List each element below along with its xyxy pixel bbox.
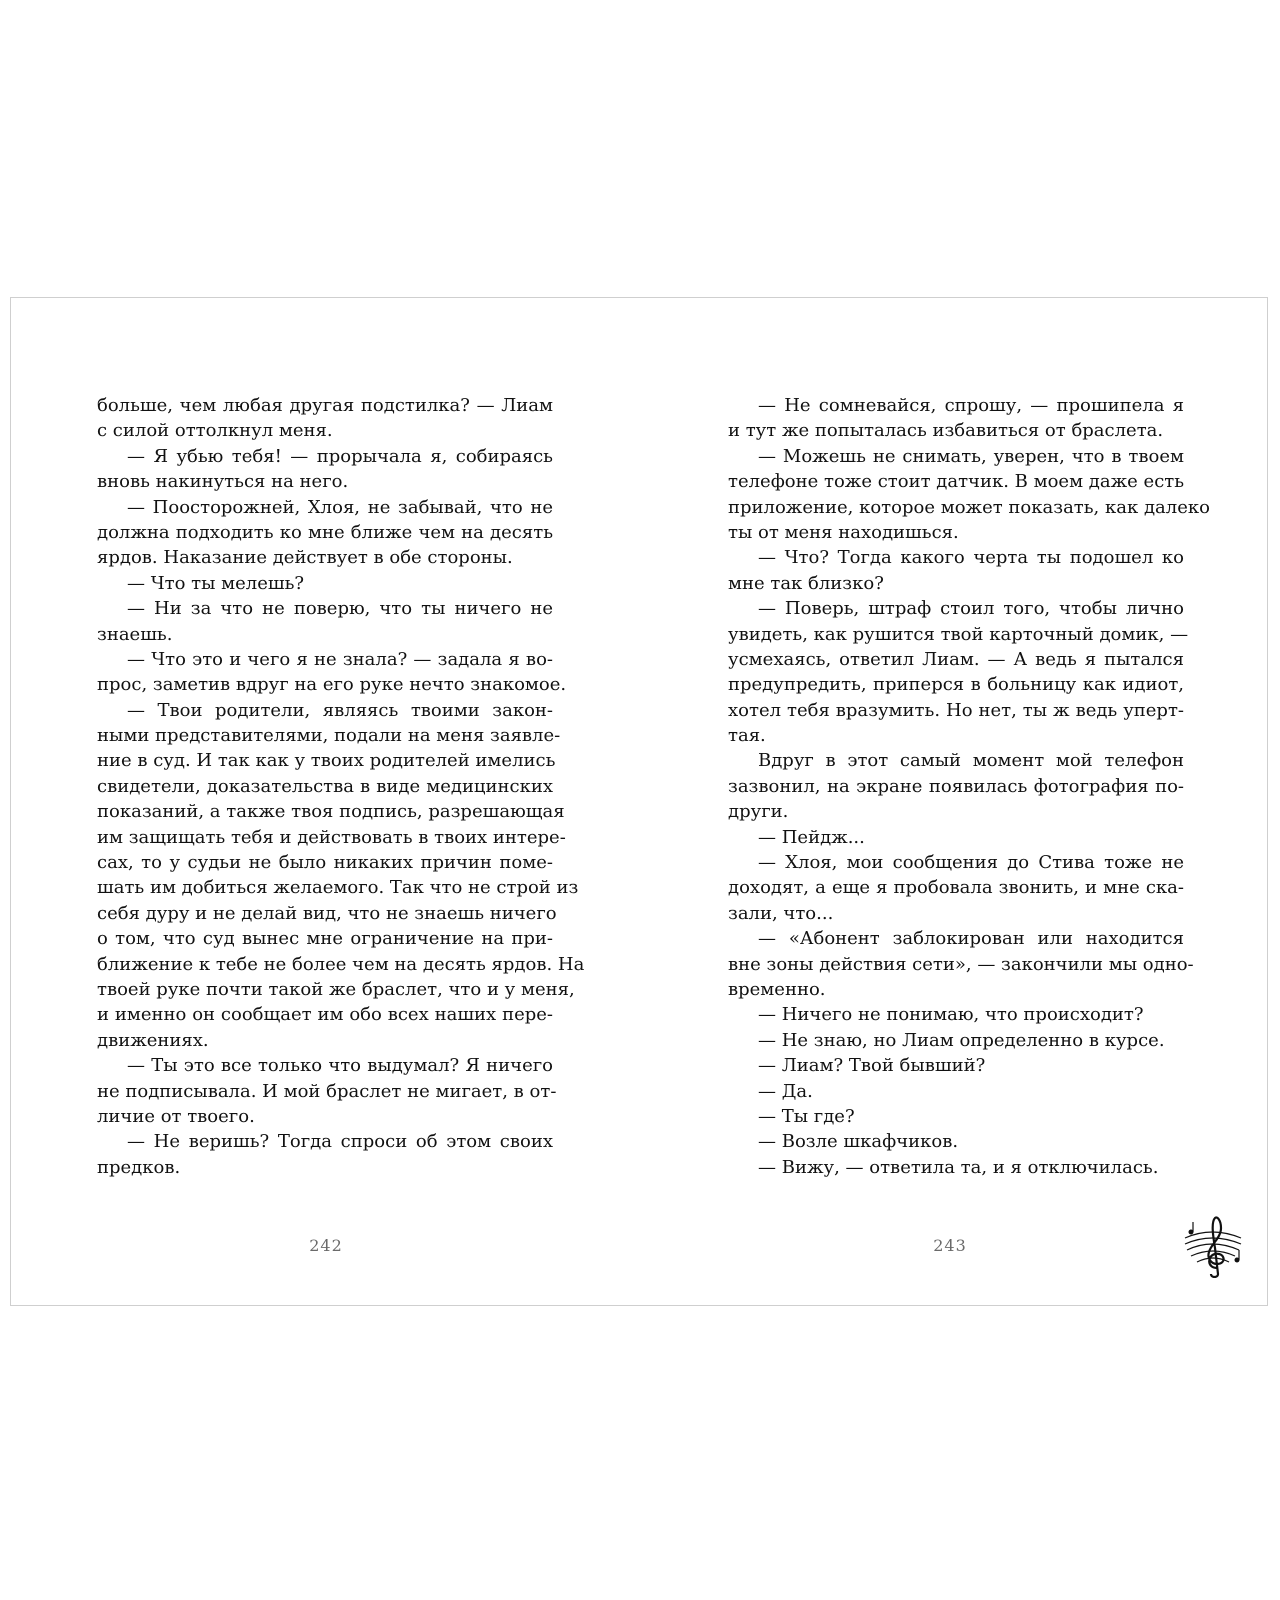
left-page-text	[97, 393, 585, 1180]
left-text-line: — Не веришь? Тогда спроси об этом своих	[127, 1131, 553, 1153]
treble-clef-icon	[1177, 1208, 1247, 1278]
left-text-line: шать им добиться желаемого. Так что не строй из	[97, 877, 579, 899]
left-text-line: личие от твоего.	[97, 1105, 255, 1127]
right-text-line: — Пейдж...	[758, 826, 865, 848]
left-text-line: движениях.	[97, 1029, 209, 1051]
left-text-line: сах, то у судьи не было никаких причин поме-	[97, 852, 553, 874]
right-page-number: 243	[933, 1236, 967, 1255]
right-text-line: и тут же попыталась избавиться от браслета.	[728, 420, 1164, 442]
left-text-line: прос, заметив вдруг на его руке нечто знакомое.	[97, 674, 567, 696]
left-page-number: 242	[309, 1236, 343, 1255]
right-text-line: — Можешь не снимать, уверен, что в твоем	[758, 445, 1184, 467]
right-text-line: усмехаясь, ответил Лиам. — А ведь я пытался	[728, 648, 1184, 670]
left-text-line: — Твои родители, являясь твоими закон-	[127, 699, 553, 721]
right-text-line: ты от меня находишься.	[728, 521, 959, 543]
left-text-line: — Что ты мелешь?	[127, 572, 305, 594]
right-text-line: Вдруг в этот самый момент мой телефон	[758, 750, 1184, 772]
left-text-line: и именно он сообщает им обо всех наших пере-	[97, 1004, 553, 1026]
right-page-text	[728, 393, 1210, 1180]
left-text-line: — Ты это все только что выдумал? Я ничего	[127, 1055, 553, 1077]
right-text-line: вне зоны действия сети», — закончили мы одно-	[728, 953, 1194, 975]
right-text-line: доходят, а еще я пробовала звонить, и мне ска-	[728, 877, 1184, 899]
left-text-line: ние в суд. И так как у твоих родителей имелись	[97, 750, 556, 772]
right-text-line: — Лиам? Твой бывший?	[758, 1055, 986, 1077]
left-text-line: ближение к тебе не более чем на десять ярдов. На	[97, 953, 585, 975]
right-text-line: — Поверь, штраф стоил того, чтобы лично	[758, 598, 1184, 620]
left-text-line: предков.	[97, 1156, 181, 1178]
right-text-line: временно.	[728, 978, 826, 1000]
right-page	[640, 298, 1269, 1305]
right-text-line: — Да.	[758, 1080, 813, 1102]
left-text-line: о том, что суд вынес мне ограничение на при-	[97, 928, 553, 950]
right-text-line: приложение, которое может показать, как далеко	[728, 496, 1210, 518]
left-text-line: вновь накинуться на него.	[97, 471, 349, 493]
right-text-line: увидеть, как рушится твой карточный домик, —	[728, 623, 1189, 645]
right-text-line: — «Абонент заблокирован или находится	[758, 928, 1184, 950]
left-text-line: себя дуру и не делай вид, что не знаешь ничего	[97, 902, 557, 924]
right-text-line: хотел тебя вразумить. Но нет, ты ж ведь уперт-	[728, 699, 1184, 721]
right-text-line: — Не знаю, но Лиам определенно в курсе.	[758, 1029, 1165, 1051]
left-text-line: свидетели, доказательства в виде медицинских	[97, 775, 553, 797]
right-text-line: — Ничего не понимаю, что происходит?	[758, 1004, 1144, 1026]
right-text-line: мне так близко?	[728, 572, 884, 594]
right-text-line: — Хлоя, мои сообщения до Стива тоже не	[758, 852, 1184, 874]
right-text-line: — Возле шкафчиков.	[758, 1131, 959, 1153]
right-text-line: — Ты где?	[758, 1105, 855, 1127]
right-text-line: — Вижу, — ответила та, и я отключилась.	[758, 1156, 1159, 1178]
right-text-line: други.	[728, 801, 789, 823]
left-text-line: — Что это и чего я не знала? — задала я во-	[127, 648, 553, 670]
left-text-line: знаешь.	[97, 623, 173, 645]
right-text-line: предупредить, приперся в больницу как идиот,	[728, 674, 1184, 696]
left-text-line: ными представителями, подали на меня заявле-	[97, 725, 561, 747]
left-text-line: с силой оттолкнул меня.	[97, 420, 333, 442]
right-text-line: тая.	[728, 725, 766, 747]
right-text-line: зазвонил, на экране появилась фотография по-	[728, 775, 1184, 797]
right-text-line: — Что? Тогда какого черта ты подошел ко	[758, 547, 1184, 569]
left-page	[11, 298, 640, 1305]
left-text-line: — Поосторожней, Хлоя, не забывай, что не	[127, 496, 553, 518]
left-text-line: твоей руке почти такой же браслет, что и у меня,	[97, 978, 575, 1000]
left-text-line: должна подходить ко мне ближе чем на десять	[97, 521, 553, 543]
left-text-line: показаний, а также твоя подпись, разрешающая	[97, 801, 565, 823]
right-text-line: — Не сомневайся, спрошу, — прошипела я	[758, 395, 1184, 416]
left-text-line: — Ни за что не поверю, что ты ничего не	[127, 598, 553, 620]
left-text-line: им защищать тебя и действовать в твоих интере-	[97, 826, 566, 848]
book-spread	[10, 297, 1268, 1306]
left-text-line: ярдов. Наказание действует в обе стороны.	[97, 547, 513, 569]
right-text-line: зали, что...	[728, 902, 834, 924]
left-text-line: не подписывала. И мой браслет не мигает, в от-	[97, 1080, 557, 1102]
right-text-line: телефоне тоже стоит датчик. В моем даже есть	[728, 471, 1185, 493]
left-text-line: больше, чем любая другая подстилка? — Лиам	[97, 395, 553, 416]
left-text-line: — Я убью тебя! — прорычала я, собираясь	[127, 445, 553, 467]
